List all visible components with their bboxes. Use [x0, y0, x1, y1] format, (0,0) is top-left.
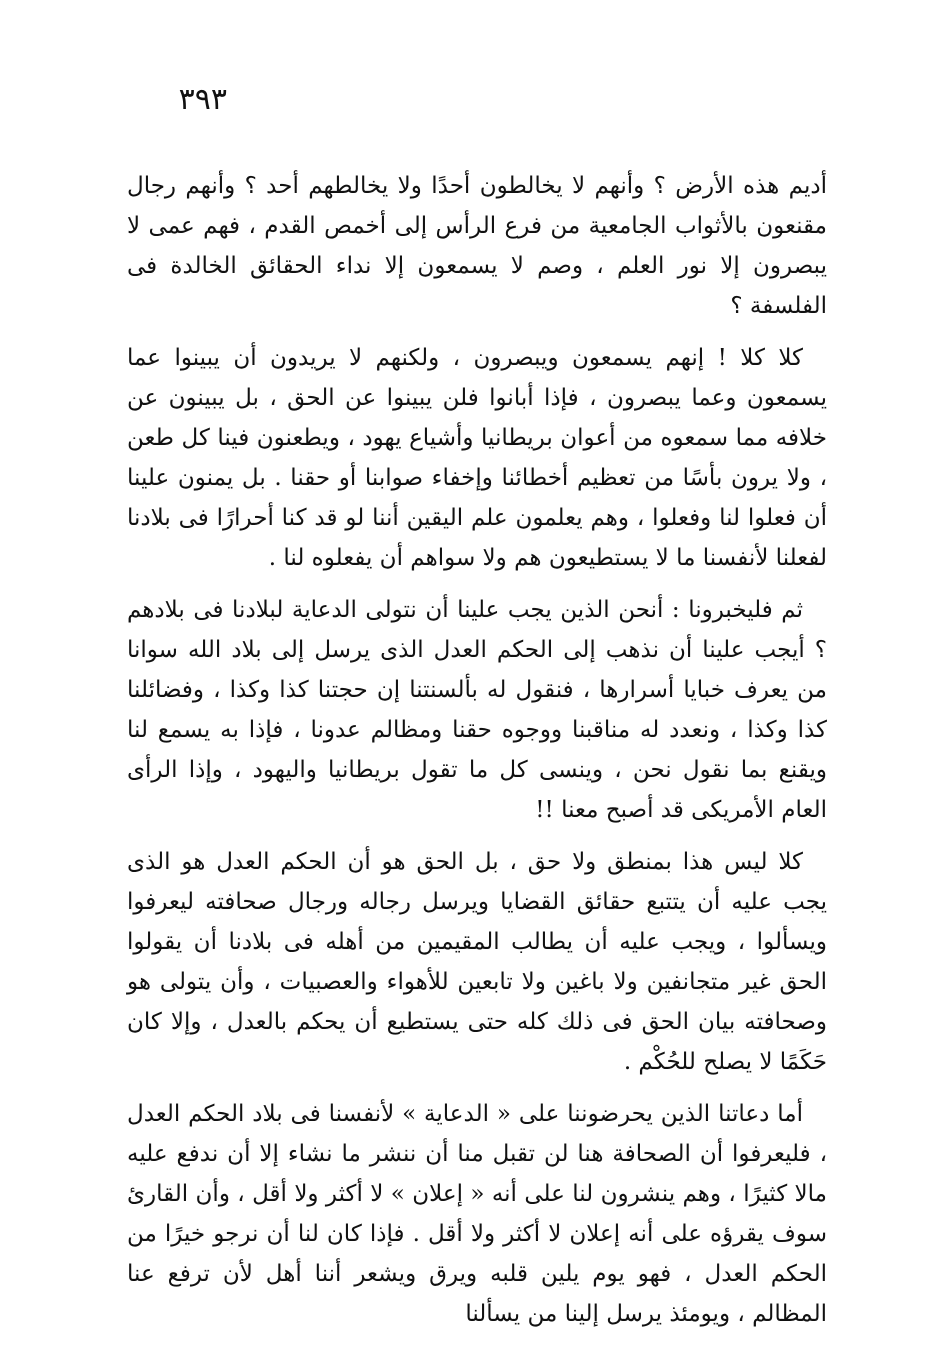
- paragraph-2: كلا كلا ! إنهم يسمعون ويبصرون ، ولكنهم لا يريدون أن يبينوا عما يسمعون وعما يبصرون ، فإذا أبانوا فلن يبينوا عن الحق ، بل يبينون عن خلافه مما سمعوه من أعوان بريطانيا وأشياع يهود ، ويطعنون فينا كل طعن ، ولا يرون بأسًا من تعظيم أخطائنا وإخفاء صوابنا أو حقنا . بل يمنون علينا أن فعلوا لنا وفعلوا ، وهم يعلمون علم اليقين أننا لو قد كنا أحرارًا فى بلادنا لفعلنا لأنفسنا ما لا يستطيعون هم ولا سواهم أن يفعلوه لنا .: [127, 345, 827, 571]
- body-text: [127, 166, 827, 1346]
- paragraph-4: كلا ليس هذا بمنطق ولا حق ، بل الحق هو أن الحكم العدل هو الذى يجب عليه أن يتتبع حقائق القضايا ويرسل رجاله ورجال صحافته ليعرفوا ويسألوا ، ويجب عليه أن يطالب المقيمين من أهله فى بلادنا أن يقولوا الحق غير متجانفين ولا باغين ولا تابعين للأهواء والعصبيات ، وأن يتولى هو وصحافته بيان الحق فى ذلك كله حتى يستطيع أن يحكم بالعدل ، وإلا كان حَكَمًا لا يصلح للحُكْم .: [127, 849, 827, 1075]
- paragraph-1: أديم هذه الأرض ؟ وأنهم لا يخالطون أحدًا ولا يخالطهم أحد ؟ وأنهم رجال مقنعون بالأثواب الجامعية من فرع الرأس إلى أخمص القدم ، فهم عمى لا يبصرون إلا نور العلم ، وصم لا يسمعون إلا نداء الحقائق الخالدة فى الفلسفة ؟: [127, 173, 827, 319]
- paragraph-5: أما دعاتنا الذين يحرضوننا على « الدعاية » لأنفسنا فى بلاد الحكم العدل ، فليعرفوا أن الصحافة هنا لن تقبل منا أن ننشر ما نشاء إلا أن ندفع عليه مالا كثيرًا ، وهم ينشرون لنا على أنه « إعلان » لا أكثر ولا أقل ، وأن القارئ سوف يقرؤه على أنه إعلان لا أكثر ولا أقل . فإذا كان لنا أن نرجو خيرًا من الحكم العدل ، فهو يوم يلين قلبه ويرق ويشعر أننا أهل لأن ترفع عنا المظالم ، ويومئذ يرسل إلينا من يسألنا: [127, 1101, 827, 1327]
- paragraph-3: ثم فليخبرونا : أنحن الذين يجب علينا أن نتولى الدعاية لبلادنا فى بلادهم ؟ أيجب علينا أن نذهب إلى الحكم العدل الذى يرسل إلى بلاد الله سوانا من يعرف خبايا أسرارها ، فنقول له بألسنتنا إن حجتنا كذا وكذا ، وفضائلنا كذا وكذا ، ونعدد له مناقبنا ووجوه حقنا ومظالم عدونا ، فإذا به يسمع لنا ويقنع بما نقول نحن ، وينسى كل ما تقول بريطانيا واليهود ، وإذا الرأى العام الأمريكى قد أصبح معنا !!: [127, 597, 827, 823]
- page-number: ٣٩٣: [178, 82, 227, 117]
